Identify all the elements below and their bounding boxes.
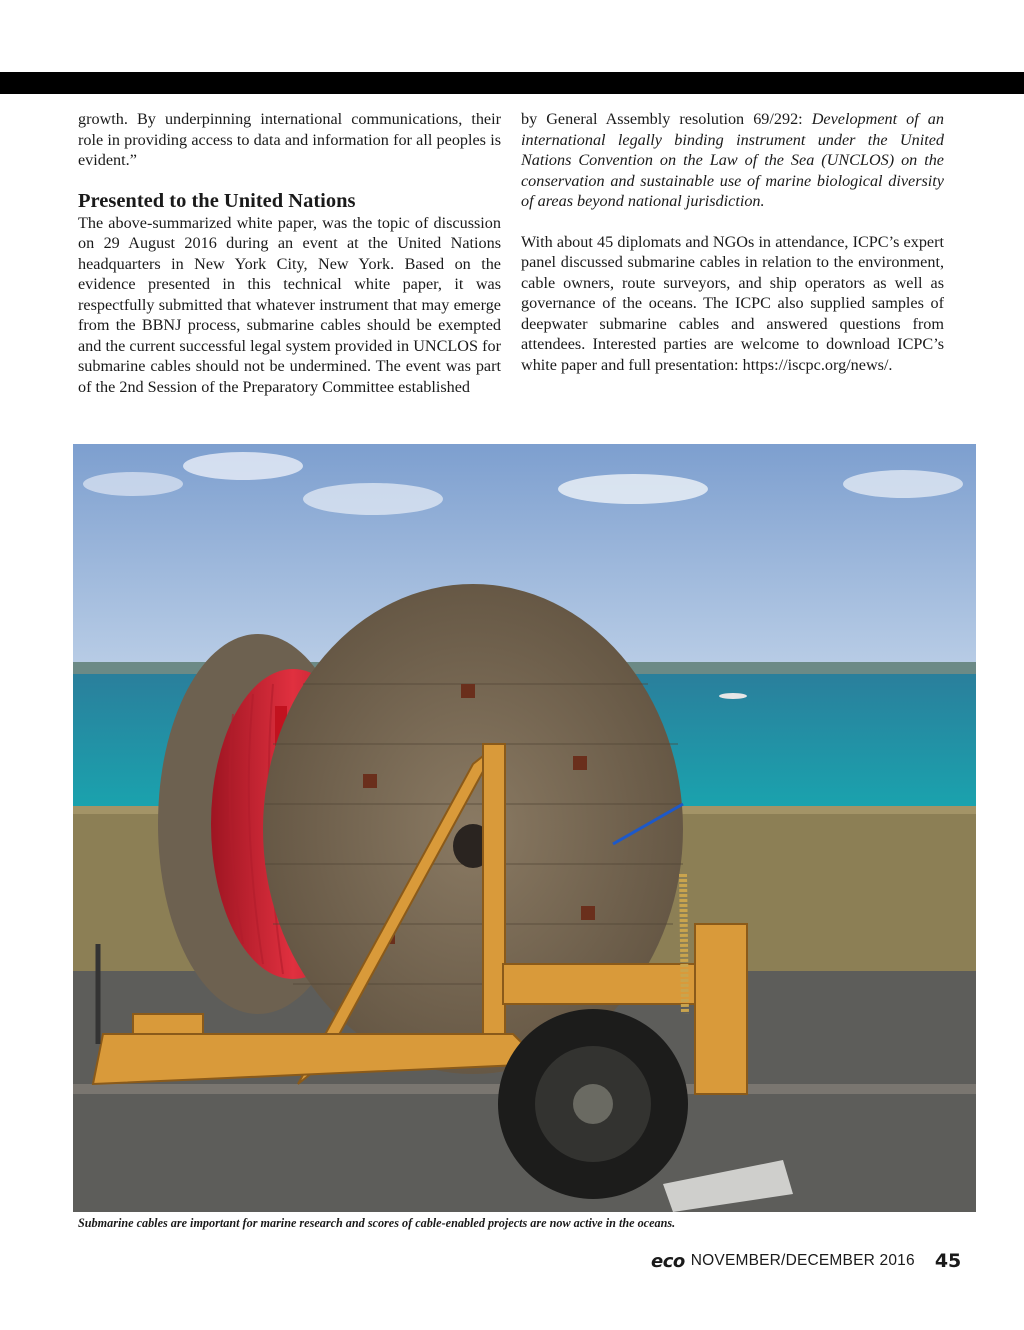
cloud: [83, 472, 183, 496]
cable-reel-photo: [73, 444, 976, 1212]
bolt: [581, 906, 595, 920]
left-paragraph-2: The above-summarized white paper, was the topic of discussion on 29 August 2016 during an event at the United Nations headquarters in New York City, New York. Based on the evidence presented in this technical white paper, it was respectfully submitted that whatever instrument that may emerge from the BBNJ process, submarine cables should be exempted and the current successful legal system provided in UNCLOS for submarine cables should not be undermined. The event was part of the 2nd Session of the Preparatory Committee established: [78, 213, 501, 396]
photo-caption: Submarine cables are important for marine research and scores of cable-enabled projects are now active in the oceans.: [78, 1216, 676, 1230]
wheel-hub: [573, 1084, 613, 1124]
page-footer: [651, 1250, 961, 1272]
issue-date: NOVEMBER/DECEMBER 2016: [690, 1252, 915, 1269]
bolt: [573, 756, 587, 770]
right-column: [521, 109, 944, 375]
cloud: [843, 470, 963, 498]
section-heading: Presented to the United Nations: [78, 189, 356, 212]
resolution-title: Development of an international legally binding instrument under the United Nations Convention on the Law of the Sea (UNCLOS) on the conservation and sustainable use of marine biological diversity of areas beyond national jurisdiction.: [521, 110, 944, 210]
magazine-logo: eco: [651, 1250, 685, 1272]
resolution-text: by General Assembly resolution 69/292:: [521, 110, 812, 128]
bolt: [461, 684, 475, 698]
right-paragraph-2: With about 45 diplomats and NGOs in attendance, ICPC’s expert panel discussed submarine cables in relation to the environment, cable owners, route surveyors, and ship operators as well as governance of the oceans. The ICPC also supplied samples of deepwater submarine cables and answered questions from attendees. Interested parties are welcome to download ICPC’s white paper and full presentation: https://iscpc.org/news/.: [521, 232, 944, 374]
left-column: [78, 109, 501, 397]
cloud: [303, 483, 443, 515]
cloud: [558, 474, 708, 504]
left-paragraph-1: growth. By underpinning international communications, their role in providing access to data and information for all peoples is evident.”: [78, 110, 501, 169]
right-paragraph-1: [521, 109, 944, 212]
boat: [719, 693, 747, 699]
page-number: 45: [934, 1250, 962, 1272]
header-bar: [0, 72, 1024, 94]
cloud: [183, 452, 303, 480]
bolt: [363, 774, 377, 788]
